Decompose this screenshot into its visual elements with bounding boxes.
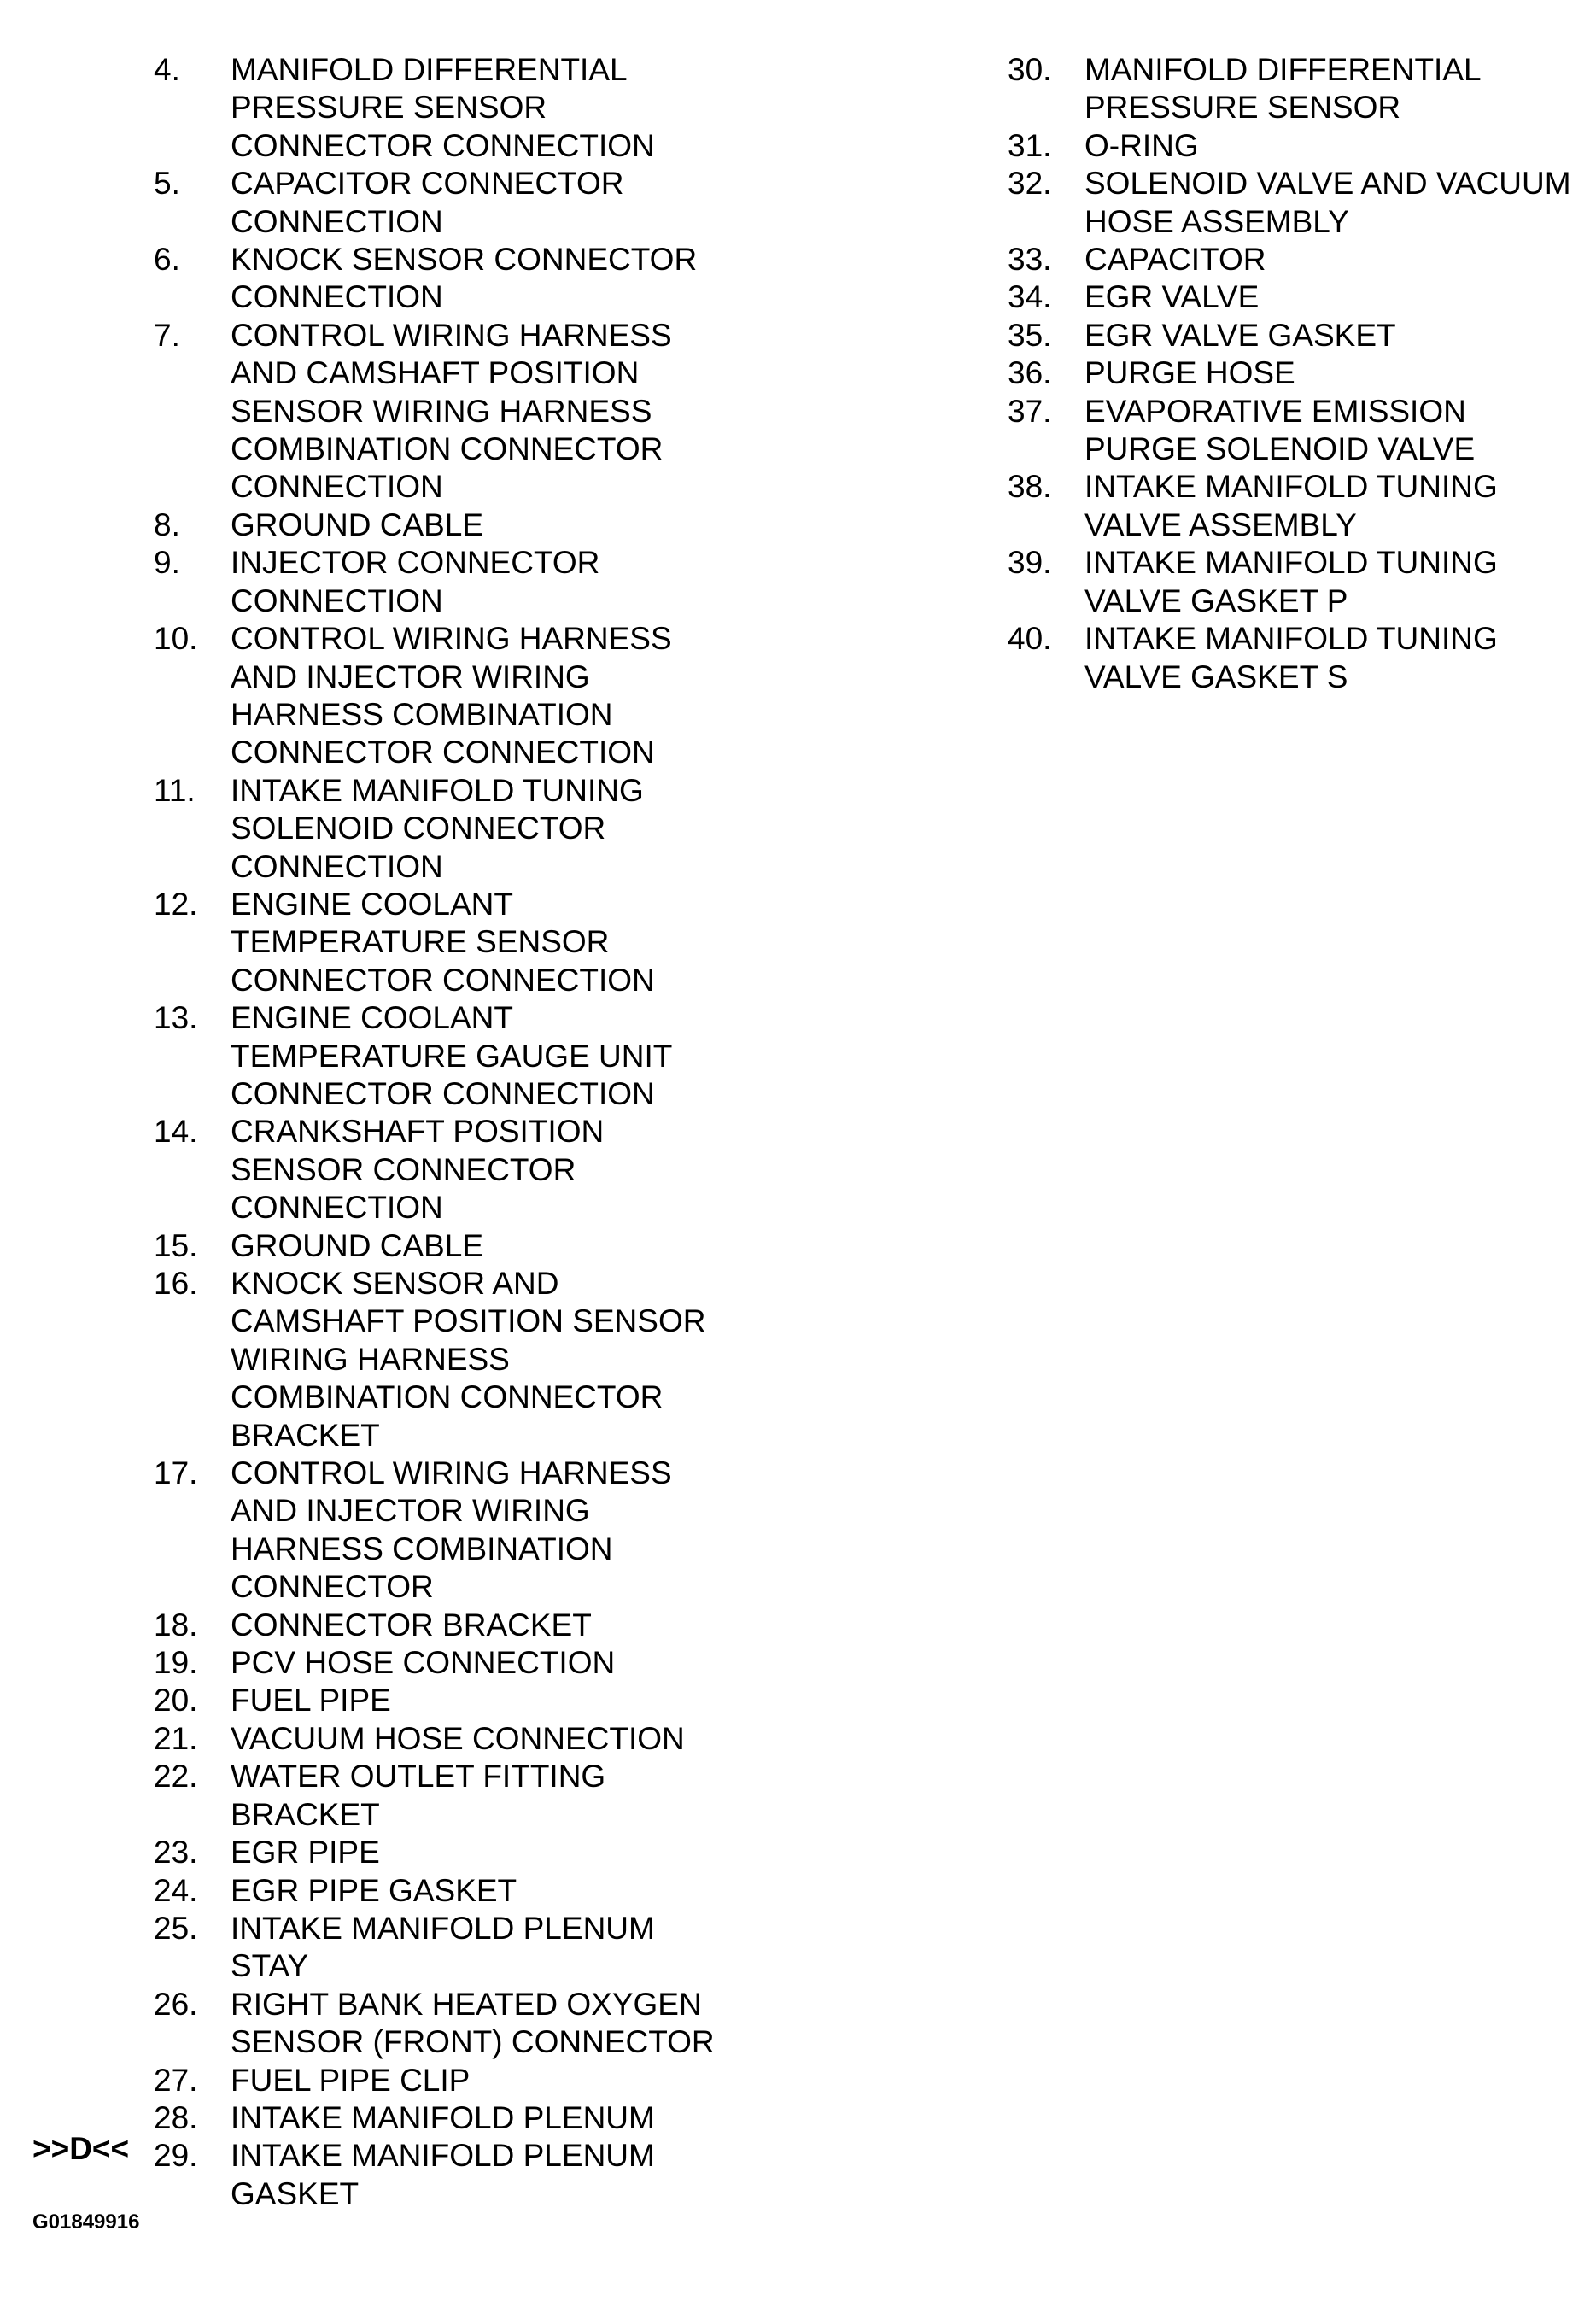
item-description — [231, 1872, 922, 1910]
item-description — [231, 1227, 922, 1265]
parts-list-item — [1008, 544, 1588, 620]
parts-list-item — [154, 1986, 922, 2062]
item-description-line: BRACKET — [231, 1796, 380, 1832]
item-description-line: INTAKE MANIFOLD TUNING — [1084, 545, 1498, 581]
parts-list-item — [1008, 393, 1588, 469]
parts-list-item — [154, 1227, 922, 1265]
parts-list-item — [154, 1834, 922, 1871]
item-description — [1084, 620, 1588, 696]
item-description — [1084, 241, 1588, 278]
item-description-line: FUEL PIPE — [231, 1683, 391, 1718]
item-description — [231, 1834, 922, 1871]
item-description — [231, 2137, 922, 2213]
parts-list-item — [1008, 278, 1588, 316]
item-description-line: CONNECTION — [231, 1190, 443, 1226]
item-description — [231, 1265, 922, 1455]
item-number: 7. — [154, 317, 180, 353]
item-description — [1084, 165, 1588, 241]
item-number: 30. — [1008, 52, 1052, 87]
item-description-line: SENSOR CONNECTOR — [231, 1151, 576, 1187]
item-number: 25. — [154, 1910, 198, 1946]
parts-list-item — [154, 1455, 922, 1607]
item-description — [231, 1758, 922, 1834]
item-number: 17. — [154, 1455, 198, 1491]
item-number: 15. — [154, 1227, 198, 1263]
item-description-line: O-RING — [1084, 127, 1199, 163]
parts-list-item — [1008, 241, 1588, 278]
item-description-line: VALVE GASKET P — [1084, 583, 1348, 618]
item-description-line: CONNECTOR — [231, 1569, 434, 1605]
parts-list-item — [154, 544, 922, 620]
item-description-line: SOLENOID VALVE AND VACUUM — [1084, 166, 1571, 202]
item-description-line: CAMSHAFT POSITION SENSOR — [231, 1303, 706, 1339]
item-description-line: MANIFOLD DIFFERENTIAL — [1084, 52, 1482, 87]
parts-list-item — [1008, 165, 1588, 241]
item-description-line: INTAKE MANIFOLD TUNING — [1084, 621, 1498, 657]
item-description-line: VALVE ASSEMBLY — [1084, 506, 1357, 542]
parts-list-item — [154, 886, 922, 999]
item-description — [231, 506, 922, 544]
item-number: 29. — [154, 2138, 198, 2174]
item-description-line: BRACKET — [231, 1417, 380, 1453]
item-description-line: CONTROL WIRING HARNESS — [231, 317, 672, 353]
item-description-line: CONNECTOR BRACKET — [231, 1607, 592, 1642]
item-description — [1084, 468, 1588, 544]
item-description-line: PRESSURE SENSOR — [1084, 90, 1401, 126]
parts-list-item — [1008, 354, 1588, 392]
item-description-line: EGR VALVE GASKET — [1084, 317, 1396, 353]
item-number: 12. — [154, 886, 198, 922]
item-description-line: CONNECTION — [231, 469, 443, 505]
item-description-line: SOLENOID CONNECTOR — [231, 811, 606, 846]
item-description — [231, 51, 922, 165]
item-description — [231, 544, 922, 620]
item-description-line: INTAKE MANIFOLD TUNING — [1084, 469, 1498, 505]
parts-list-item — [154, 1910, 922, 1986]
item-description — [1084, 51, 1588, 127]
item-number: 22. — [154, 1759, 198, 1795]
item-description-line: CONTROL WIRING HARNESS — [231, 621, 672, 657]
item-description-line: HARNESS COMBINATION — [231, 1531, 613, 1566]
item-description-line: CAPACITOR — [1084, 242, 1266, 278]
item-description — [231, 1607, 922, 1644]
item-number: 26. — [154, 1986, 198, 2022]
parts-list-item — [1008, 620, 1588, 696]
item-number: 40. — [1008, 621, 1052, 657]
item-number: 36. — [1008, 355, 1052, 391]
parts-list-item — [1008, 317, 1588, 354]
item-description-line: WATER OUTLET FITTING — [231, 1759, 606, 1795]
item-description — [231, 999, 922, 1113]
item-description-line: INJECTOR CONNECTOR — [231, 545, 600, 581]
item-description-line: ENGINE COOLANT — [231, 1000, 513, 1036]
item-description-line: VALVE GASKET S — [1084, 659, 1348, 694]
parts-list-item — [154, 2062, 922, 2099]
item-description — [231, 1910, 922, 1986]
item-description-line: TEMPERATURE GAUGE UNIT — [231, 1038, 673, 1074]
item-description-line: RIGHT BANK HEATED OXYGEN — [231, 1986, 702, 2022]
figure-id: G01849916 — [32, 2210, 140, 2234]
item-description-line: CONTROL WIRING HARNESS — [231, 1455, 672, 1491]
item-description-line: INTAKE MANIFOLD PLENUM — [231, 2099, 655, 2135]
item-description-line: CONNECTOR CONNECTION — [231, 1075, 655, 1111]
item-description-line: MANIFOLD DIFFERENTIAL — [231, 52, 628, 87]
item-description-line: INTAKE MANIFOLD PLENUM — [231, 2138, 655, 2174]
item-description-line: AND INJECTOR WIRING — [231, 659, 590, 694]
item-description — [231, 886, 922, 999]
item-description-line: PRESSURE SENSOR — [231, 90, 547, 126]
parts-list-item — [154, 165, 922, 241]
item-number: 28. — [154, 2099, 198, 2135]
item-description-line: CONNECTION — [231, 848, 443, 884]
item-description-line: COMBINATION CONNECTOR — [231, 1379, 664, 1415]
item-description-line: HARNESS COMBINATION — [231, 696, 613, 732]
item-description-line: KNOCK SENSOR CONNECTOR — [231, 242, 698, 278]
item-description-line: AND INJECTOR WIRING — [231, 1493, 590, 1529]
item-description — [231, 165, 922, 241]
item-description — [231, 1113, 922, 1227]
item-number: 37. — [1008, 393, 1052, 429]
parts-list-item — [1008, 51, 1588, 127]
item-description — [231, 1455, 922, 1607]
item-description — [1084, 393, 1588, 469]
item-description-line: CONNECTOR CONNECTION — [231, 735, 655, 770]
item-description-line: EGR VALVE — [1084, 279, 1260, 315]
item-number: 20. — [154, 1683, 198, 1718]
item-number: 23. — [154, 1835, 198, 1871]
parts-list-item — [154, 1607, 922, 1644]
item-number: 39. — [1008, 545, 1052, 581]
item-number: 6. — [154, 242, 180, 278]
item-number: 19. — [154, 1645, 198, 1681]
parts-list-item — [154, 317, 922, 506]
item-description-line: CRANKSHAFT POSITION — [231, 1114, 605, 1150]
parts-list-item — [154, 2099, 922, 2137]
item-description-line: EGR PIPE GASKET — [231, 1872, 517, 1908]
parts-list-item — [154, 51, 922, 165]
item-description-line: CONNECTOR CONNECTION — [231, 127, 655, 163]
item-number: 14. — [154, 1114, 198, 1150]
item-number: 4. — [154, 52, 180, 87]
procedure-marker: >>D<< — [32, 2131, 130, 2166]
parts-list-item — [154, 772, 922, 886]
parts-list-right-column — [1008, 51, 1588, 696]
item-number: 11. — [154, 772, 196, 808]
item-number: 35. — [1008, 317, 1052, 353]
item-description-line: EVAPORATIVE EMISSION — [1084, 393, 1466, 429]
item-description-line: VACUUM HOSE CONNECTION — [231, 1720, 685, 1756]
parts-list-item — [154, 1644, 922, 1682]
item-description-line: COMBINATION CONNECTOR — [231, 431, 664, 467]
item-number: 32. — [1008, 166, 1052, 202]
parts-list-item — [154, 506, 922, 544]
item-description-line: GASKET — [231, 2175, 360, 2211]
item-number: 27. — [154, 2062, 198, 2098]
item-description-line: EGR PIPE — [231, 1835, 380, 1871]
item-description — [1084, 317, 1588, 354]
item-description — [231, 1682, 922, 1719]
parts-list-item — [1008, 468, 1588, 544]
item-number: 10. — [154, 621, 198, 657]
parts-list-item — [154, 999, 922, 1113]
parts-list-item — [154, 1682, 922, 1719]
item-description — [231, 1644, 922, 1682]
parts-list-item — [1008, 127, 1588, 165]
item-description — [231, 2099, 922, 2137]
item-number: 5. — [154, 166, 180, 202]
parts-list-item — [154, 1720, 922, 1758]
item-description — [231, 620, 922, 772]
item-description — [1084, 127, 1588, 165]
item-description — [1084, 354, 1588, 392]
item-number: 16. — [154, 1266, 198, 1301]
item-description-line: AND CAMSHAFT POSITION — [231, 355, 640, 391]
item-description-line: GROUND CABLE — [231, 506, 484, 542]
item-description-line: CONNECTION — [231, 203, 443, 239]
item-description — [231, 241, 922, 317]
item-description-line: CONNECTION — [231, 583, 443, 618]
item-description-line: CAPACITOR CONNECTOR — [231, 166, 624, 202]
item-description-line: PURGE HOSE — [1084, 355, 1295, 391]
item-description-line: WIRING HARNESS — [231, 1341, 510, 1377]
item-description-line: ENGINE COOLANT — [231, 886, 513, 922]
item-description — [1084, 278, 1588, 316]
item-description-line: GROUND CABLE — [231, 1227, 484, 1263]
item-number: 18. — [154, 1607, 198, 1642]
item-description-line: CONNECTION — [231, 279, 443, 315]
parts-list-item — [154, 1872, 922, 1910]
item-description — [231, 317, 922, 506]
item-number: 24. — [154, 1872, 198, 1908]
item-description-line: CONNECTOR CONNECTION — [231, 962, 655, 998]
item-description — [231, 2062, 922, 2099]
parts-list-item — [154, 1758, 922, 1834]
item-number: 9. — [154, 545, 180, 581]
item-description-line: SENSOR (FRONT) CONNECTOR — [231, 2024, 715, 2060]
item-description-line: SENSOR WIRING HARNESS — [231, 393, 652, 429]
item-description — [231, 1986, 922, 2062]
parts-list-item — [154, 2137, 922, 2213]
item-number: 13. — [154, 1000, 198, 1036]
item-description-line: KNOCK SENSOR AND — [231, 1266, 559, 1301]
item-number: 38. — [1008, 469, 1052, 505]
item-description-line: PURGE SOLENOID VALVE — [1084, 431, 1476, 467]
item-description — [231, 772, 922, 886]
item-description-line: PCV HOSE CONNECTION — [231, 1645, 616, 1681]
parts-list-left-column — [154, 51, 922, 2213]
item-number: 33. — [1008, 242, 1052, 278]
parts-list-item — [154, 241, 922, 317]
item-description-line: HOSE ASSEMBLY — [1084, 203, 1349, 239]
item-description-line: FUEL PIPE CLIP — [231, 2062, 471, 2098]
parts-list-item — [154, 1265, 922, 1455]
item-description-line: TEMPERATURE SENSOR — [231, 924, 610, 960]
parts-list-item — [154, 620, 922, 772]
item-number: 8. — [154, 506, 180, 542]
item-description-line: INTAKE MANIFOLD PLENUM — [231, 1910, 655, 1946]
item-number: 31. — [1008, 127, 1052, 163]
item-number: 21. — [154, 1720, 198, 1756]
parts-list-item — [154, 1113, 922, 1227]
item-description-line: STAY — [231, 1948, 309, 1984]
item-description — [231, 1720, 922, 1758]
item-description-line: INTAKE MANIFOLD TUNING — [231, 772, 644, 808]
item-number: 34. — [1008, 279, 1052, 315]
item-description — [1084, 544, 1588, 620]
